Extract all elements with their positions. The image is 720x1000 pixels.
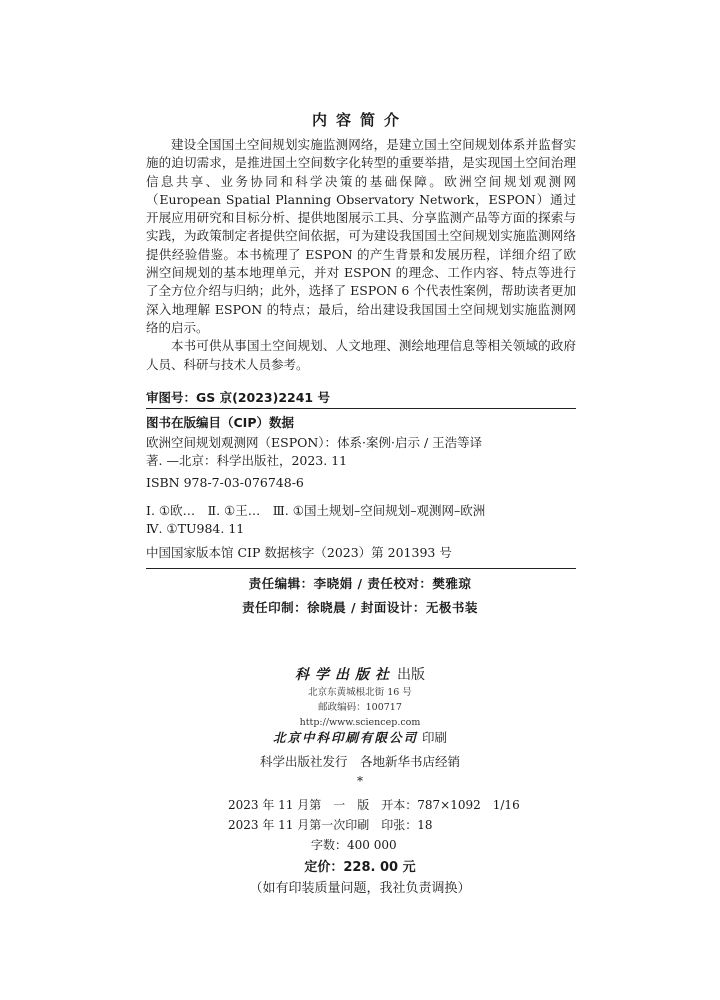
cip-class-line: Ⅳ. ①TU984. 11 [146, 521, 245, 536]
summary-paragraph: 建设全国国土空间规划实施监测网络，是建立国土空间规划体系并监督实施的迫切需求，是推进国土空间数字化转型的重要举措，是实现国土空间治理信息共享、业务协同和科学决策的基础保障。欧洲空间规划观测网（European Spatial Planning Observatory Network，ESPON）通过开展应用研究和目标分析、提供地图展示工具、分享监测产品等方面的探索与实践，为政策制定者提供空间依据，可为建设我国国土空间规划实施监测网络提供经验借鉴。本书梳理了 ESPON 的产生背景和发展历程，详细介绍了欧洲空间规划的基本地理单元，并对 ESPON 的理念、工作内容、特点等进行了全方位介绍与归纳；此外，选择了 ESPON 6 个代表性案例，帮助读者更加深入地理解 ESPON 的特点；最后，给出建设我国国土空间规划实施监测网络的启示。 [146, 137, 576, 335]
separator-asterisk: * [357, 774, 363, 788]
word-count: 字数：400 000 [311, 838, 397, 852]
cip-classification [146, 502, 576, 538]
printer-line [0, 728, 720, 746]
map-review-number: 审图号：GS 京(2023)2241 号 [146, 390, 330, 405]
isbn: ISBN 978-7-03-076748-6 [146, 475, 304, 490]
distribution-line: 科学出版社发行 各地新华书店经销 [259, 754, 460, 769]
publisher-name: 科学出版社 [295, 667, 395, 683]
quality-notice: （如有印装质量问题，我社负责调换） [249, 881, 471, 896]
cip-entry [146, 434, 576, 470]
cip-title: 图书在版编目（CIP）数据 [146, 415, 294, 430]
production-credits: 责任印制：徐晓晨 / 封面设计：无极书装 [242, 600, 478, 615]
cip-class-line: Ⅰ. ①欧… Ⅱ. ①王… Ⅲ. ①国土规划–空间规划–观测网–欧洲 [146, 503, 486, 518]
section-heading: 内容简介 [311, 111, 408, 129]
book-summary [146, 136, 576, 374]
publisher-url: http://www.sciencep.com [299, 717, 421, 728]
editor-credits: 责任编辑：李晓娟 / 责任校对：樊雅琼 [248, 576, 472, 591]
cip-entry-line: 欧洲空间规划观测网（ESPON）：体系·案例·启示 / 王浩等译 [146, 435, 483, 450]
edition-line: 2023 年 11 月第 一 版 开本：787×1092 1/16 [228, 798, 520, 812]
cip-entry-line: 著. —北京：科学出版社，2023. 11 [146, 453, 348, 468]
divider [146, 408, 576, 409]
cip-data-number: 中国国家版本馆 CIP 数据核字（2023）第 201393 号 [146, 545, 452, 560]
printer-name: 北京中科印刷有限公司 [272, 730, 418, 745]
price: 定价：228. 00 元 [304, 860, 416, 875]
printing-line: 2023 年 11 月第一次印刷 印张：18 [228, 818, 433, 832]
summary-paragraph: 本书可供从事国土空间规划、人文地理、测绘地理信息等相关领域的政府人员、科研与技术人员参考。 [146, 338, 576, 372]
publisher-postcode: 邮政编码：100717 [318, 702, 402, 713]
publisher-line [0, 664, 720, 684]
divider [146, 568, 576, 569]
printer-action: 印刷 [422, 730, 448, 745]
publisher-address: 北京东黄城根北街 16 号 [308, 687, 412, 698]
publisher-action: 出版 [397, 667, 425, 683]
